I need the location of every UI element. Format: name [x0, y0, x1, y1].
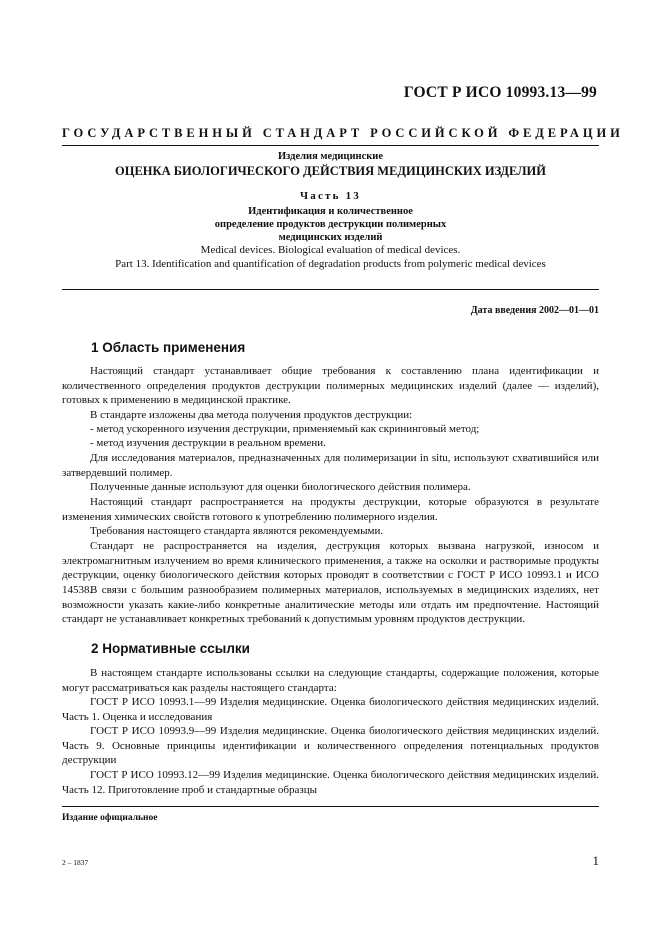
en-title-line-1: Medical devices. Biological evaluation of medical devices. — [200, 244, 461, 256]
footer-divider — [62, 806, 599, 807]
print-code: 2 – 1837 — [62, 858, 89, 867]
section-1-paragraph: В связи с большим разнообразием полимерных материалов, используемых в медицинских изделиях, нет возможности указать какие-либо конкретные аналитические методы или отдать им предпочтение. Настоящий стандарт не устанавливает конкретных требований к допустимым уровням продуктов деструкции. — [62, 584, 599, 626]
ru-subtitle: Изделия медицинские — [277, 151, 384, 162]
section-1-paragraph: Стандарт не распространяется на изделия, деструкция которых вызвана нагрузкой, износом и электромагнитным излучением во время клинического применения, а также на осколки и растворимые продукты деструкции, оценку биологического действия которых проводят в соответствии с ГОСТ Р ИСО 10993.1 и ИСО 14538. — [62, 540, 599, 596]
page-number: 1 — [592, 853, 599, 868]
section-1-paragraph: Настоящий стандарт распространяется на продукты деструкции, которые образуются в результате изменения химических свойств готового к употреблению полимерного изделия. — [62, 496, 599, 523]
list-item: - метод ускоренного изучения деструкции, применяемый как скрининговый метод; — [90, 423, 480, 435]
part-title-line: определение продуктов деструкции полимерных — [214, 219, 447, 230]
part-title-line: медицинских изделий — [278, 232, 383, 243]
section-1-paragraph: Для исследования материалов, предназначенных для полимеризации in situ, используют схватившийся или затвердевший полимер. — [62, 452, 599, 479]
normative-reference: ГОСТ Р ИСО 10993.1—99 Изделия медицинские. Оценка биологического действия медицинских изделий. Часть 1. Оценка и исследования — [62, 696, 599, 723]
section-1-paragraph: В стандарте изложены два метода получения продуктов деструкции: — [90, 409, 413, 421]
part-title-line: Идентификация и количественное — [248, 206, 413, 217]
official-edition-label: Издание официальное — [62, 813, 158, 823]
introduction-date: Дата введения 2002—01—01 — [470, 305, 599, 316]
section-1-paragraph: Требования настоящего стандарта являются рекомендуемыми. — [90, 525, 384, 537]
document-number: ГОСТ Р ИСО 10993.13—99 — [403, 84, 597, 101]
ru-main-title: ОЦЕНКА БИОЛОГИЧЕСКОГО ДЕЙСТВИЯ МЕДИЦИНСКИХ ИЗДЕЛИЙ — [115, 164, 546, 178]
section-1-paragraph: Полученные данные используют для оценки биологического действия полимера. — [90, 481, 471, 493]
part-label: Часть 13 — [299, 190, 362, 202]
section-2-heading: 2 Нормативные ссылки — [91, 641, 250, 656]
list-item: - метод изучения деструкции в реальном времени. — [90, 437, 326, 449]
section-2-paragraph: В настоящем стандарте использованы ссылки на следующие стандарты, содержащие положения, которые могут рассматриваться как разделы настоящего стандарта: — [62, 667, 599, 694]
standard-title: ГОСУДАРСТВЕННЫЙ СТАНДАРТ РОССИЙСКОЙ ФЕДЕРАЦИИ — [62, 126, 624, 140]
title-divider-bottom — [62, 289, 599, 290]
en-title-line-2: Part 13. Identification and quantification of degradation products from polymeric medical devices — [115, 258, 546, 270]
normative-reference: ГОСТ Р ИСО 10993.9—99 Изделия медицинские. Оценка биологического действия медицинских изделий. Часть 9. Основные принципы идентификации и количественного определения потенциальных продуктов деструкции — [62, 725, 599, 767]
section-1-paragraph: Настоящий стандарт устанавливает общие требования к составлению плана идентификации и количественного определения продуктов деструкции полимерных медицинских изделий (далее — изделий), готовых к применению в медицинской практике. — [62, 365, 599, 407]
title-divider-top — [62, 145, 599, 146]
section-1-heading: 1 Область применения — [91, 340, 246, 355]
normative-reference: ГОСТ Р ИСО 10993.12—99 Изделия медицинские. Оценка биологического действия медицинских изделий. Часть 12. Приготовление проб и стандартные образцы — [62, 769, 599, 796]
part-title — [62, 205, 599, 244]
